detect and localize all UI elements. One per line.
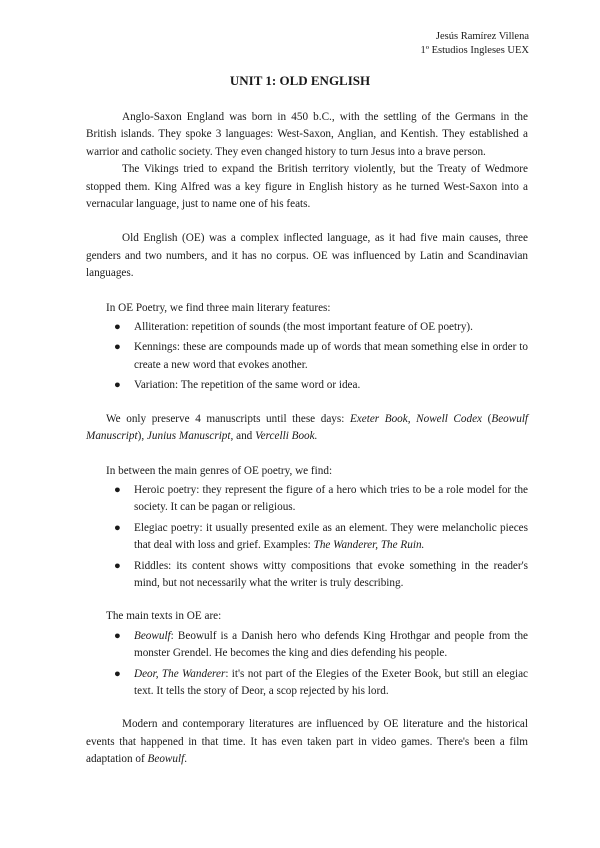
poetry-features-list (86, 319, 528, 395)
bullet-icon: ● (114, 379, 121, 392)
list-item: ● Alliteration: repetition of sounds (the most important feature of OE poetry). (134, 319, 528, 336)
bullet-icon: ● (114, 521, 121, 534)
document-body (86, 109, 528, 769)
main-texts-lead: The main texts in OE are: (106, 610, 222, 623)
conclusion-paragraph: Modern and contemporary literatures are influenced by OE literature and the historical events that happened in that time. It has even taken part in video games. There's been a film adaptation of Beowulf. (86, 718, 528, 766)
list-item: ● Riddles: its content shows witty compositions that evoke something in the reader's mind, but not necessarily what the writer is truly describing. (114, 559, 528, 589)
page-header (420, 30, 529, 58)
bullet-icon: ● (114, 629, 121, 642)
bullet-icon: ● (114, 483, 121, 496)
main-texts-list (86, 628, 528, 701)
genres-lead: In between the main genres of OE poetry, we find: (106, 464, 333, 477)
oe-language-paragraph: Old English (OE) was a complex inflected language, as it had five main causes, three genders and two numbers, and it has no corpus. OE was influenced by Latin and Scandinavian languages. (86, 232, 528, 280)
list-item: ● Variation: The repetition of the same word or idea. (134, 377, 528, 394)
list-item: ● Heroic poetry: they represent the figure of a hero which tries to be a role model for the society. It can be pagan or religious. (114, 483, 528, 514)
genres-list (86, 482, 528, 592)
manuscripts-paragraph: We only preserve 4 manuscripts until these days: Exeter Book, Nowell Codex (Beowulf Manuscript), Junius Manuscript, and Vercelli Book. (86, 412, 529, 443)
list-item: ● Kennings: these are compounds made up of words that mean something else in order to create a new word that evokes another. (114, 341, 528, 371)
intro-paragraph-2: The Vikings tried to expand the British territory violently, but the Treaty of Wedmore stopped them. King Alfred was a key figure in English history as he turned West-Saxon into a vernacular language, just to name one of his feats. (86, 163, 528, 211)
list-item: ● Beowulf: Beowulf is a Danish hero who defends King Hrothgar and people from the monster Grendel. He becomes the king and dies defending his people. (114, 629, 528, 660)
author-name: Jesús Ramírez Villena (435, 31, 529, 42)
bullet-icon: ● (114, 321, 121, 334)
list-item: ● Elegiac poetry: it usually presented exile as an element. They were melancholic pieces that deal with loss and grief. Examples: The Wanderer, The Ruin. (114, 521, 528, 552)
poetry-lead: In OE Poetry, we find three main literary features: (106, 301, 331, 314)
bullet-icon: ● (114, 559, 121, 572)
course-name: 1º Estudios Ingleses UEX (420, 45, 529, 56)
bullet-icon: ● (114, 667, 121, 680)
page-title: UNIT 1: OLD ENGLISH (229, 73, 371, 88)
bullet-icon: ● (114, 341, 121, 354)
intro-paragraph-1: Anglo-Saxon England was born in 450 b.C., with the settling of the Germans in the British islands. They spoke 3 languages: West-Saxon, Anglian, and Kentish. They established a warrior and catholic society. They even changed history to turn Jesus into a brave person. (86, 111, 528, 158)
list-item: ● Deor, The Wanderer: it's not part of the Elegies of the Exeter Book, but still an elegiac text. It tells the story of Deor, a scop rejected by his lord. (114, 667, 529, 697)
